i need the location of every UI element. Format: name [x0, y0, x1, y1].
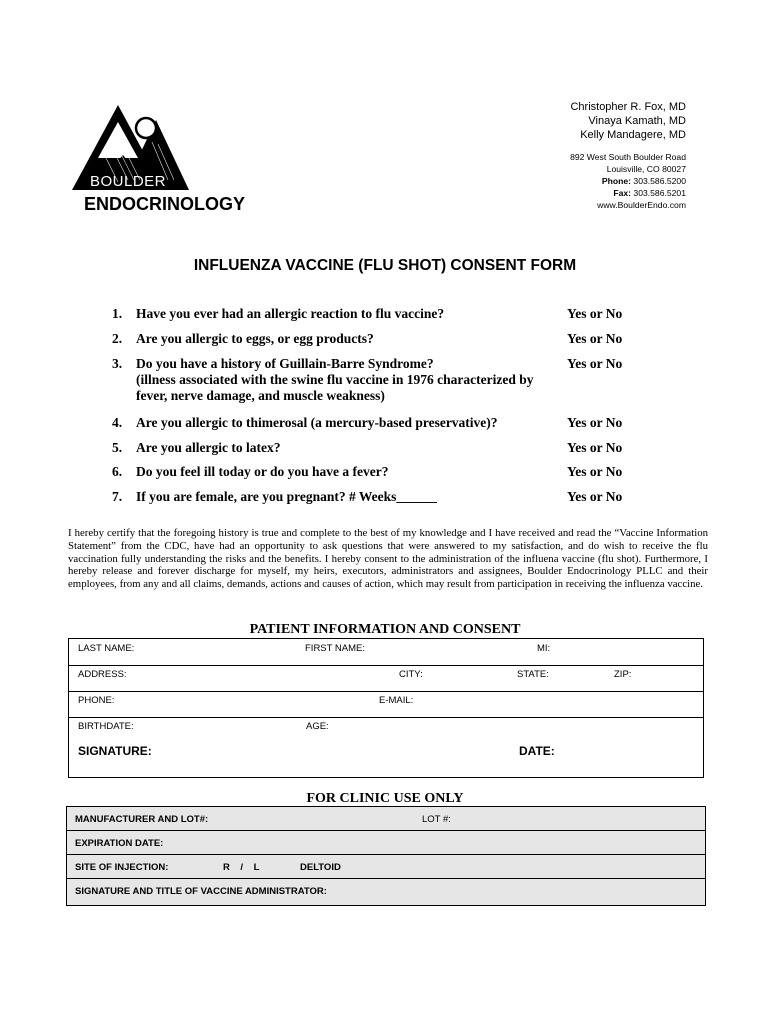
phone-field-label: PHONE: — [78, 695, 115, 706]
manufacturer-label: MANUFACTURER AND LOT#: — [75, 814, 209, 825]
question-answer[interactable]: Yes or No — [567, 306, 623, 321]
patient-row-signature[interactable] — [69, 739, 703, 777]
question-text: If you are female, are you pregnant? # Weeks______ — [136, 489, 437, 504]
clinic-row-administrator[interactable] — [67, 879, 705, 905]
fax-label: Fax: — [613, 188, 632, 198]
last-name-label: LAST NAME: — [78, 643, 135, 654]
boulder-endocrinology-logo — [68, 100, 268, 220]
state-label: STATE: — [517, 669, 549, 680]
question-text: Are you allergic to eggs, or egg products? — [136, 331, 374, 346]
date-label: DATE: — [519, 744, 555, 758]
expiration-label: EXPIRATION DATE: — [75, 838, 164, 849]
mi-label: MI: — [537, 643, 551, 654]
clinic-row-site[interactable] — [67, 855, 705, 879]
question-answer[interactable]: Yes or No — [567, 489, 623, 504]
birthdate-label: BIRTHDATE: — [78, 721, 134, 732]
patient-row-address[interactable] — [69, 666, 703, 692]
phone-number: 303.586.5200 — [633, 176, 686, 186]
question-number: 2. — [112, 331, 123, 346]
address-line2: Louisville, CO 80027 — [606, 164, 686, 174]
form-title: INFLUENZA VACCINE (FLU SHOT) CONSENT FORM — [193, 257, 577, 274]
address-line1: 892 West South Boulder Road — [570, 152, 686, 162]
fax-number: 303.586.5201 — [633, 188, 686, 198]
doctor-name: Kelly Mandagere, MD — [580, 129, 686, 141]
question-text: Are you allergic to latex? — [136, 440, 281, 455]
administrator-label: SIGNATURE AND TITLE OF VACCINE ADMINISTRATOR: — [75, 886, 327, 897]
logo-line2: ENDOCRINOLOGY — [84, 194, 246, 214]
question-number: 3. — [112, 356, 123, 371]
zip-label: ZIP: — [614, 669, 632, 680]
patient-section-heading: PATIENT INFORMATION AND CONSENT — [249, 622, 521, 637]
patient-info-table — [68, 638, 704, 778]
age-label: AGE: — [306, 721, 329, 732]
question-answer[interactable]: Yes or No — [567, 331, 623, 346]
certification-paragraph: I hereby certify that the foregoing history is true and complete to the best of my knowledge and I have received and read the “Vaccine Information Statement” from the CDC, have had an opportunity to ask questions that were answered to my satisfaction, and do wish to receive the flu vaccination fully understanding the risks and the benefits. I hereby consent to the administration of the influena vaccine (flu shot). Furthermore, I hereby release and forever discharge for myself, my heirs, executors, administrators and assignees, Boulder Endocrinology PLLC and their employees, from any and all claims, demands, actions and causes of action, which may result from participation in receiving the influenza vaccine. — [68, 527, 708, 591]
patient-row-birth[interactable] — [69, 718, 703, 739]
doctor-list — [570, 100, 686, 142]
signature-label: SIGNATURE: — [78, 744, 152, 758]
email-label: E-MAIL: — [379, 695, 414, 706]
question-number: 5. — [112, 440, 123, 455]
doctor-name: Vinaya Kamath, MD — [588, 115, 686, 127]
site-options[interactable]: R / L — [223, 862, 260, 873]
clinic-section-heading: FOR CLINIC USE ONLY — [306, 791, 464, 806]
clinic-row-manufacturer[interactable] — [67, 807, 705, 831]
clinic-use-table — [66, 806, 706, 906]
logo-line1: BOULDER — [90, 173, 167, 190]
contact-info — [570, 151, 686, 211]
question-answer[interactable]: Yes or No — [567, 356, 623, 371]
question-number: 6. — [112, 464, 123, 479]
doctor-name: Christopher R. Fox, MD — [570, 101, 686, 113]
clinic-row-expiration[interactable] — [67, 831, 705, 855]
lot-label: LOT #: — [422, 814, 451, 825]
question-answer[interactable]: Yes or No — [567, 440, 623, 455]
question-answer[interactable]: Yes or No — [567, 464, 623, 479]
question-detail: (illness associated with the swine flu vaccine in 1976 characterized by fever, nerve damage, and muscle weakness) — [136, 372, 534, 403]
question-text: Do you feel ill today or do you have a fever? — [136, 464, 389, 479]
question-text: Are you allergic to thimerosal (a mercury-based preservative)? — [136, 415, 498, 430]
patient-row-name[interactable] — [69, 639, 703, 666]
question-text: Have you ever had an allergic reaction to flu vaccine? — [136, 306, 445, 321]
address-label: ADDRESS: — [78, 669, 127, 680]
deltoid-label: DELTOID — [300, 862, 341, 873]
question-answer[interactable]: Yes or No — [567, 415, 623, 430]
patient-row-contact[interactable] — [69, 692, 703, 718]
phone-line — [570, 175, 686, 187]
question-number: 7. — [112, 489, 123, 504]
question-number: 4. — [112, 415, 123, 430]
question-text-main: Do you have a history of Guillain-Barre Syndrome? — [136, 356, 434, 371]
city-label: CITY: — [399, 669, 423, 680]
first-name-label: FIRST NAME: — [305, 643, 365, 654]
question-text — [136, 356, 566, 404]
fax-line — [570, 187, 686, 199]
site-label: SITE OF INJECTION: — [75, 862, 169, 873]
phone-label: Phone: — [601, 176, 632, 186]
website: www.BoulderEndo.com — [597, 200, 686, 210]
question-number: 1. — [112, 306, 123, 321]
